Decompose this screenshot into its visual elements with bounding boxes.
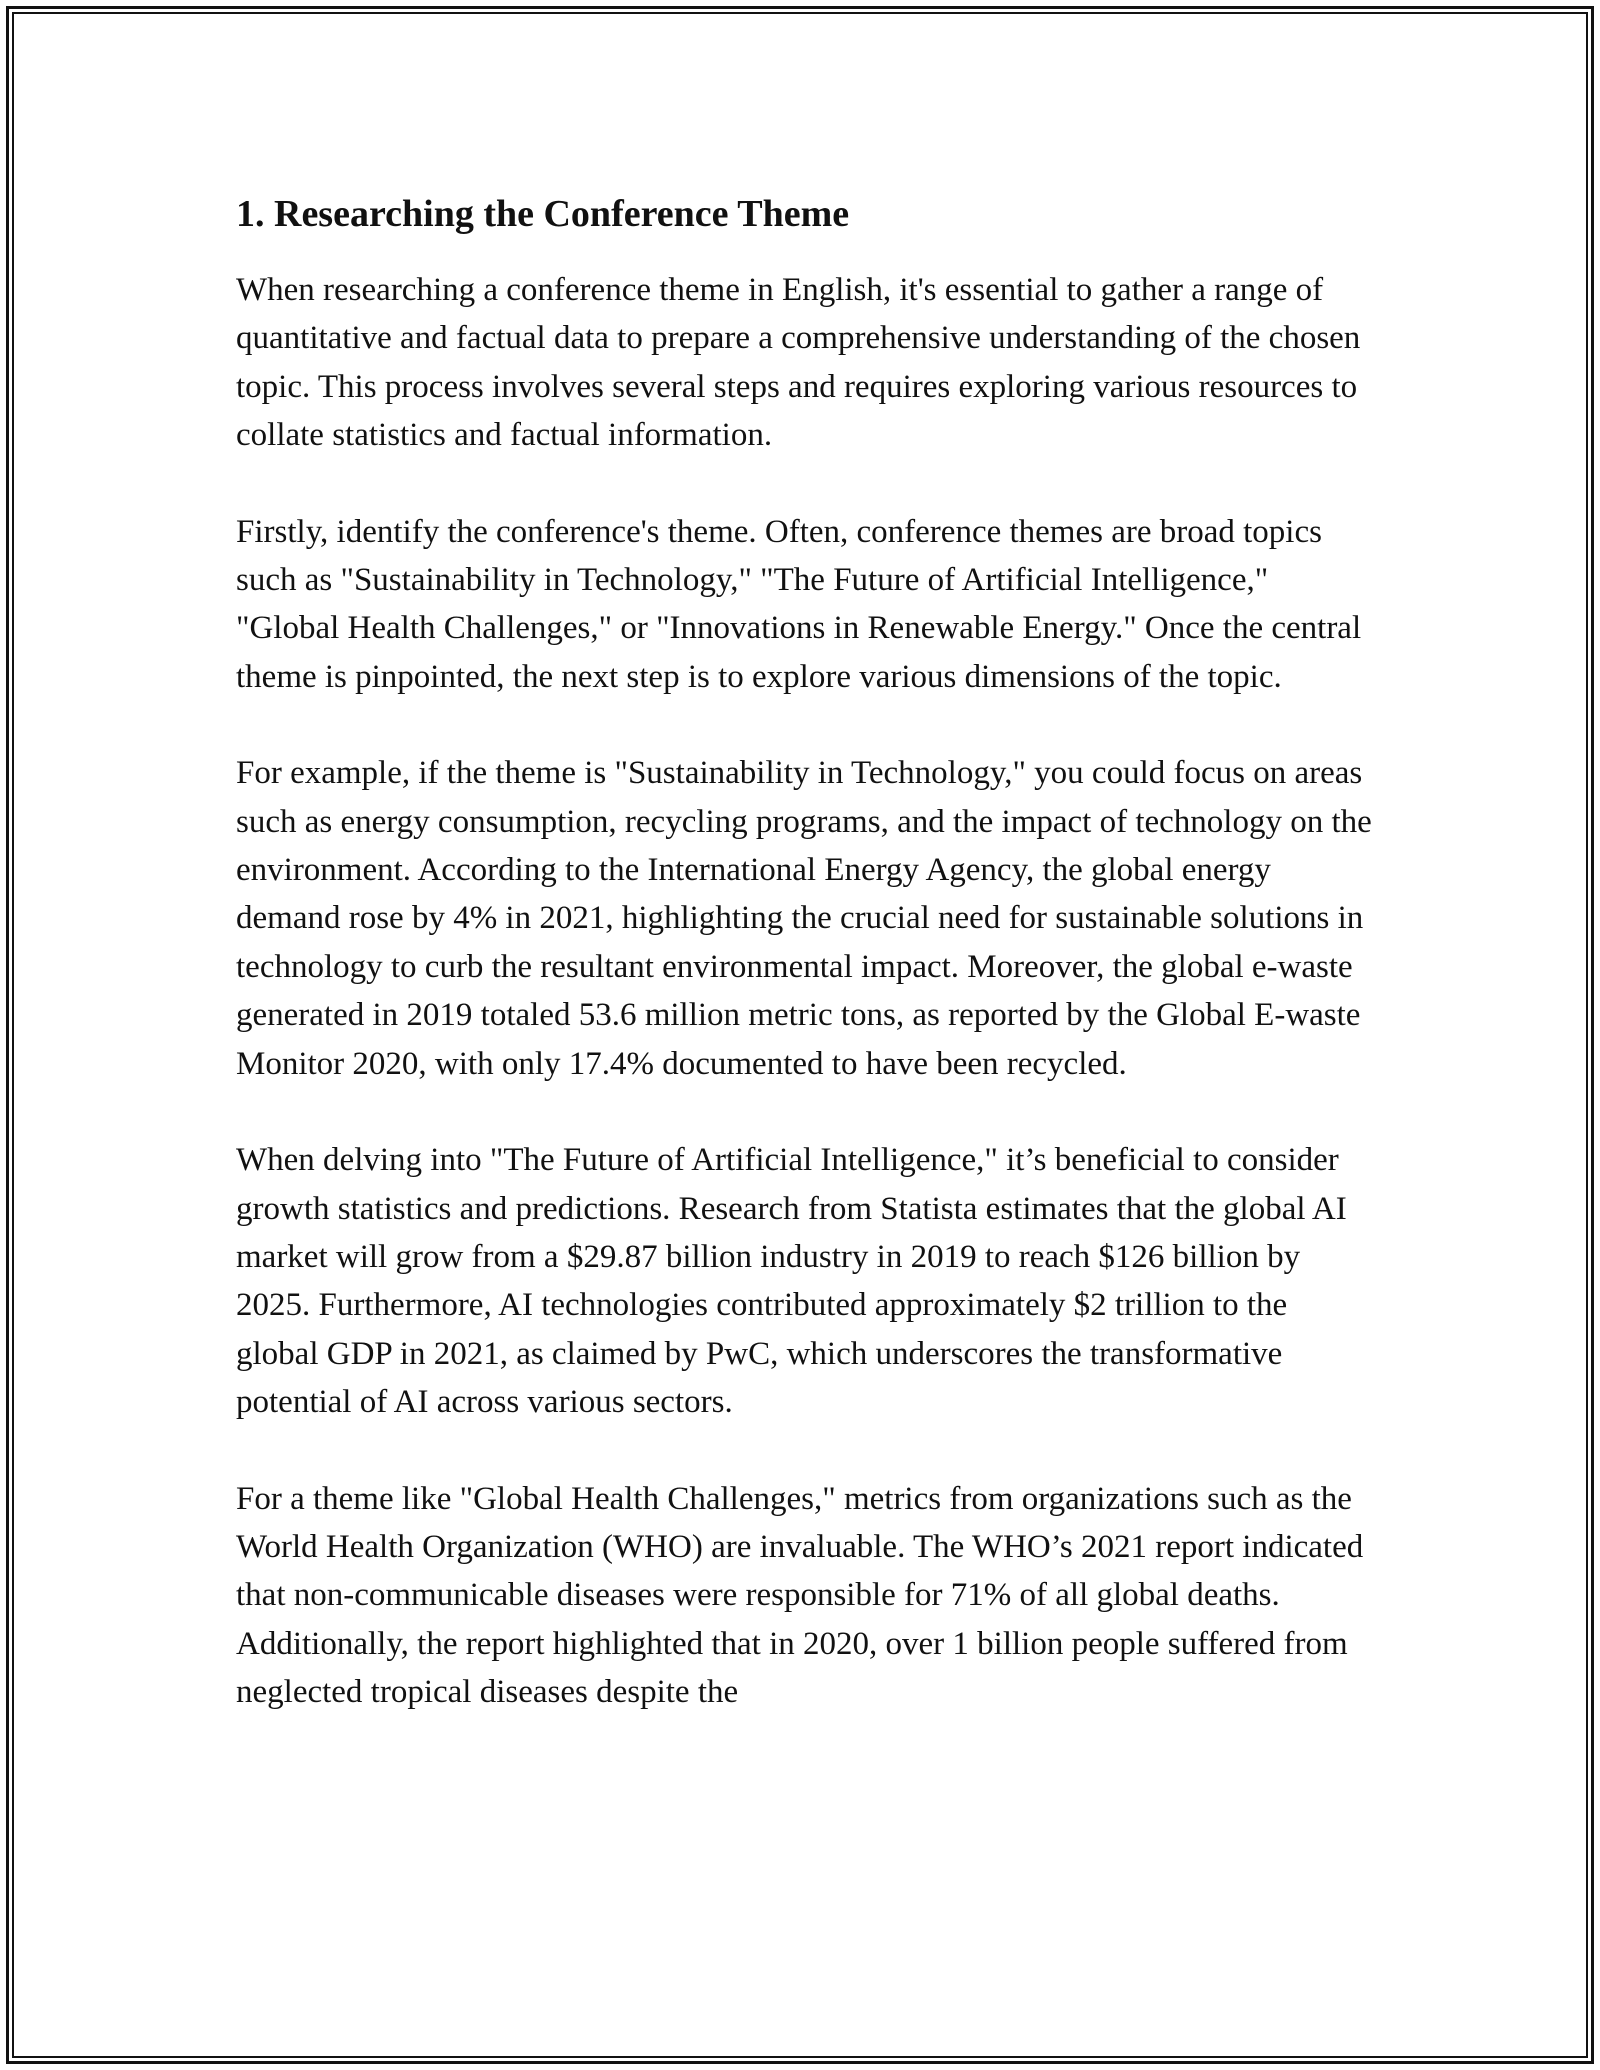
paragraph-ai-future: When delving into "The Future of Artificial Intelligence," it’s beneficial to consider growth statistics and predictions. Research from Statista estimates that the global AI market will grow from a $29.87 billion industry in 2019 to reach $126 billion by 2025. Furthermore, AI technologies contributed approximately $2 trillion to the global GDP in 2021, as claimed by PwC, which underscores the transformative potential of AI across various sectors. xyxy=(236,1142,1347,1421)
paragraph-intro: When researching a conference theme in English, it's essential to gather a range of quantitative and factual data to prepare a comprehensive understanding of the chosen topic. This process involves several steps and requires exploring various resources to collate statistics and factual information. xyxy=(236,272,1361,454)
paragraph-identify-theme: Firstly, identify the conference's theme. Often, conference themes are broad topics such as "Sustainability in Technology," "The Future of Artificial Intelligence," "Global Health Challenges," or "Innovations in Renewable Energy." Once the central theme is pinpointed, the next step is to explore various dimensions of the topic. xyxy=(236,513,1362,695)
section-heading: 1. Researching the Conference Theme xyxy=(236,193,850,235)
paragraph-global-health: For a theme like "Global Health Challenges," metrics from organizations such as the World Health Organization (WHO) are invaluable. The WHO’s 2021 report indicated that non-communicable diseases were responsible for 71% of all global deaths. Additionally, the report highlighted that in 2020, over 1 billion people suffered from neglected tropical diseases despite the xyxy=(236,1480,1364,1711)
paragraph-sustainability-example: For example, if the theme is "Sustainability in Technology," you could focus on areas such as energy consumption, recycling programs, and the impact of technology on the environment. According to the International Energy Agency, the global energy demand rose by 4% in 2021, highlighting the crucial need for sustainable solutions in technology to curb the resultant environmental impact. Moreover, the global e-waste generated in 2019 totaled 53.6 million metric tons, as reported by the Global E-waste Monitor 2020, with only 17.4% documented to have been recycled. xyxy=(236,755,1372,1082)
document-body xyxy=(236,190,1372,1717)
